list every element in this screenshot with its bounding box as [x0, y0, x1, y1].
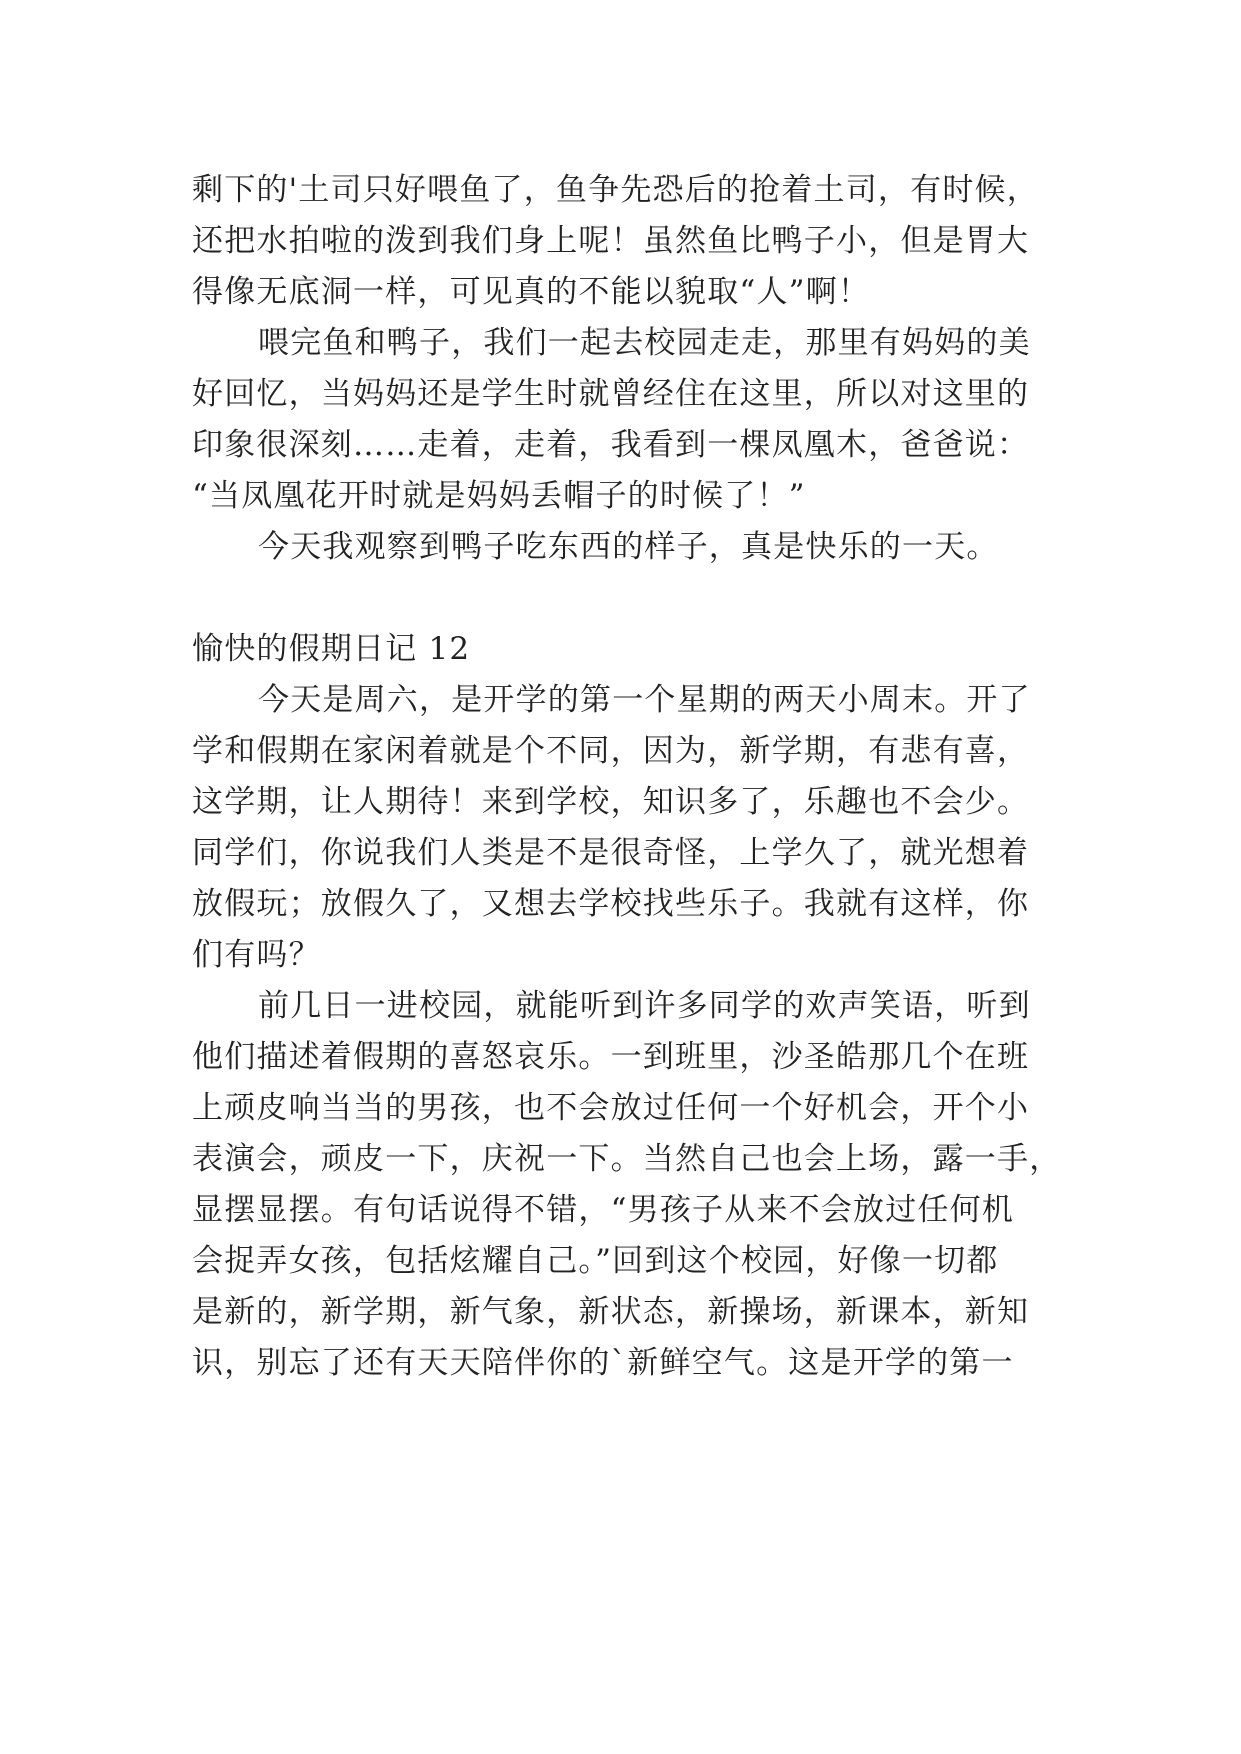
paragraph-line: “当凤凰花开时就是妈妈丢帽子的时候了！”: [192, 478, 806, 514]
paragraph-line: 表演会，顽皮一下，庆祝一下。当然自己也会上场，露一手，: [192, 1141, 1062, 1177]
paragraph-line: 显摆显摆。有句话说得不错，“男孩子从来不会放过任何机: [192, 1192, 1015, 1228]
paragraph-line: 好回忆，当妈妈还是学生时就曾经住在这里，所以对这里的: [192, 376, 1030, 412]
paragraph-line: 学和假期在家闲着就是个不同，因为，新学期，有悲有喜，: [192, 733, 1030, 769]
paragraph-line: 前几日一进校园，就能听到许多同学的欢声笑语，听到: [258, 988, 1031, 1024]
paragraph-line: 喂完鱼和鸭子，我们一起去校园走走，那里有妈妈的美: [258, 325, 1031, 361]
paragraph-line: 印象很深刻……走着，走着，我看到一棵凤凰木，爸爸说：: [192, 427, 1030, 463]
paragraph-line: 是新的，新学期，新气象，新状态，新操场，新课本，新知: [192, 1294, 1030, 1330]
paragraph-line: 会捉弄女孩，包括炫耀自己。”回到这个校园，好像一切都: [192, 1243, 999, 1279]
paragraph-line: 今天是周六，是开学的第一个星期的两天小周末。开了: [258, 682, 1031, 718]
paragraph-line: 剩下的'土司只好喂鱼了，鱼争先恐后的抢着土司，有时候，: [192, 172, 1039, 208]
paragraph-line: 识，别忘了还有天天陪伴你的`新鲜空气。这是开学的第一: [192, 1345, 1014, 1381]
paragraph-line: 们有吗？: [192, 937, 321, 973]
paragraph-line: 他们描述着假期的喜怒哀乐。一到班里，沙圣皓那几个在班: [192, 1039, 1030, 1075]
section-title: 愉快的假期日记 12: [192, 631, 471, 667]
paragraph-line: 还把水拍啦的泼到我们身上呢！虽然鱼比鸭子小，但是胃大: [192, 223, 1030, 259]
paragraph-line: 上顽皮响当当的男孩，也不会放过任何一个好机会，开个小: [192, 1090, 1030, 1126]
paragraph-line: 得像无底洞一样，可见真的不能以貌取“人”啊！: [192, 274, 871, 310]
paragraph-line: 今天我观察到鸭子吃东西的样子，真是快乐的一天。: [258, 529, 999, 565]
paragraph-line: 这学期，让人期待！来到学校，知识多了，乐趣也不会少。: [192, 784, 1030, 820]
paragraph-line: 同学们，你说我们人类是不是很奇怪，上学久了，就光想着: [192, 835, 1030, 871]
paragraph-line: 放假玩；放假久了，又想去学校找些乐子。我就有这样，你: [192, 886, 1030, 922]
